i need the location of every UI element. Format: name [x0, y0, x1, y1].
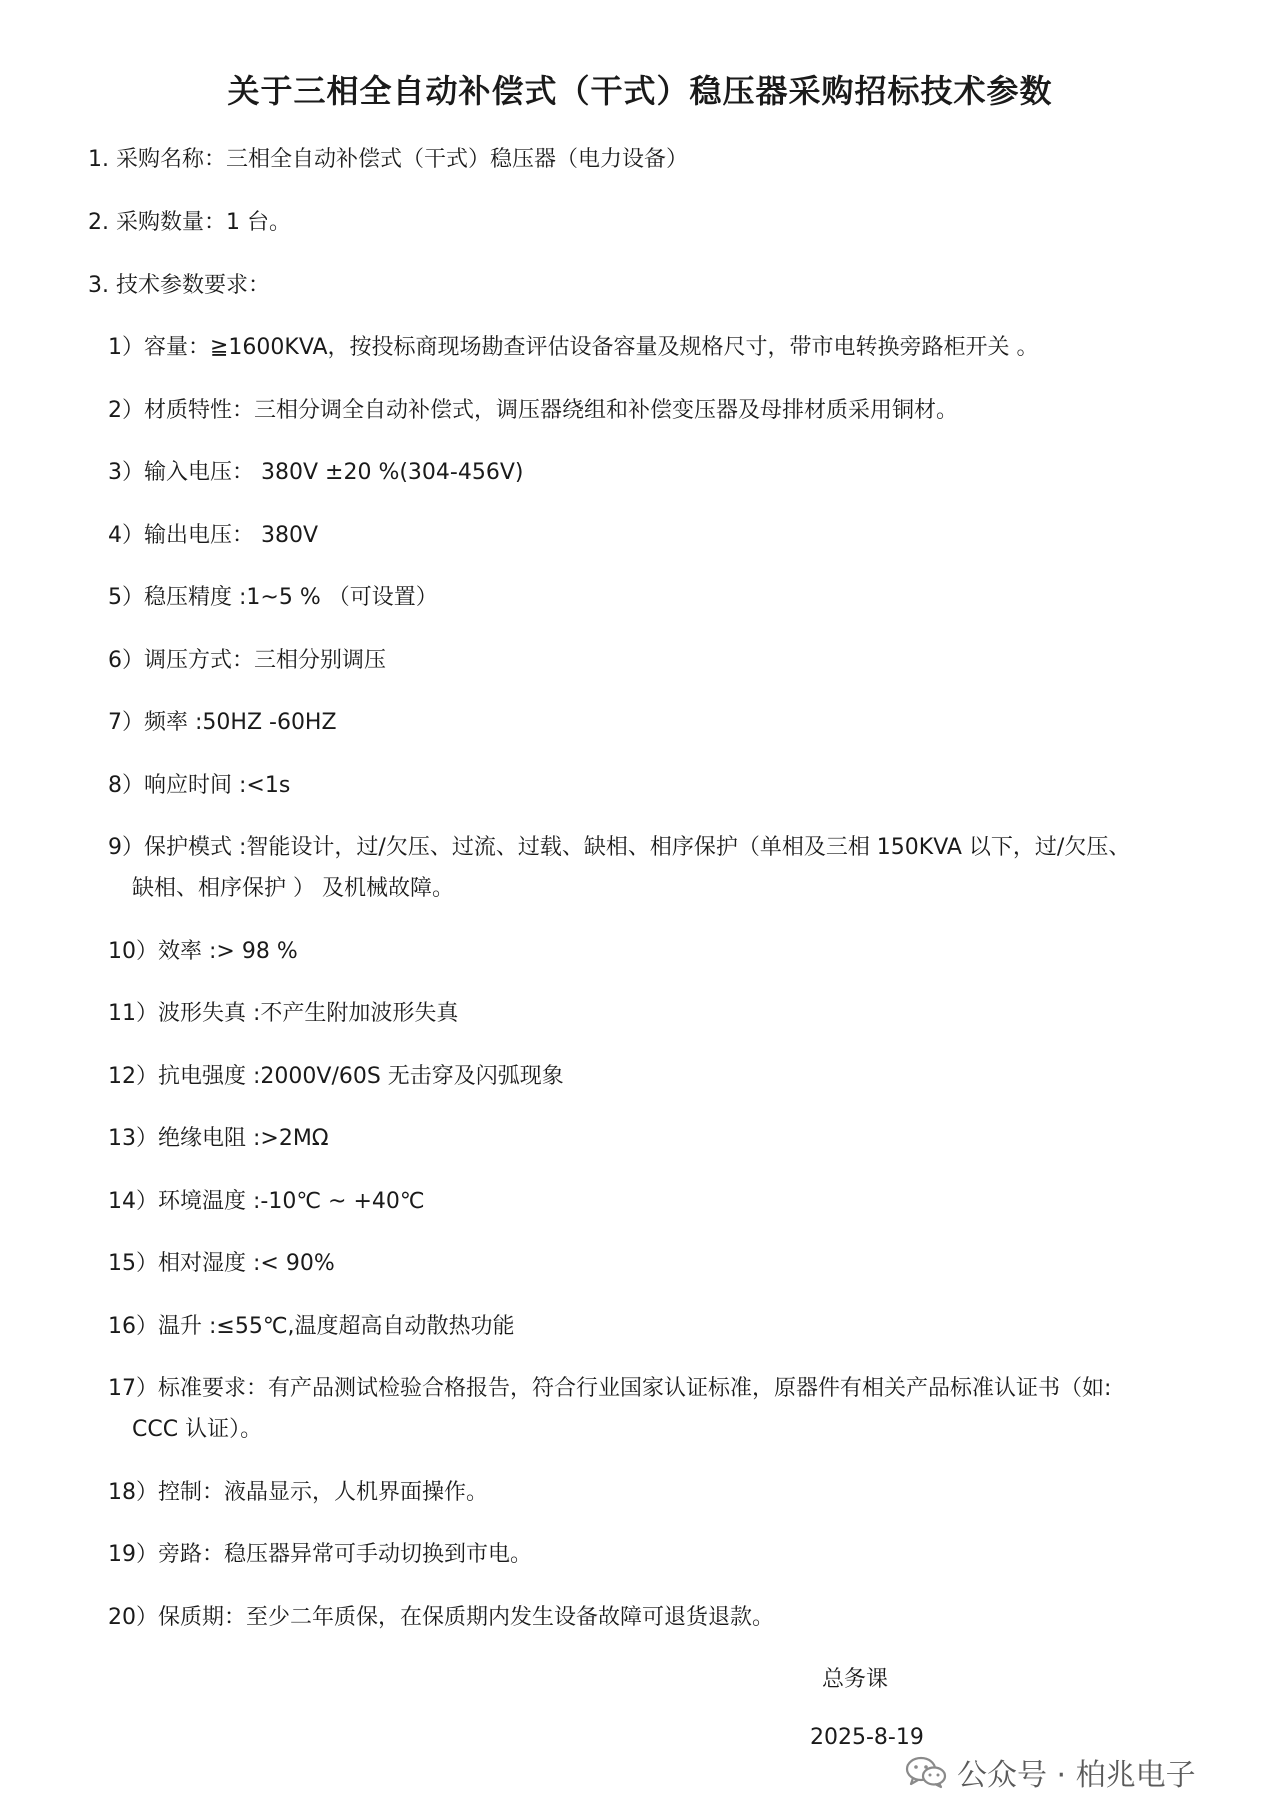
param-item: 14）环境温度 :-10℃ ~ +40℃: [108, 1189, 425, 1214]
param-item: 13）绝缘电阻 :>2MΩ: [108, 1126, 329, 1151]
param-item: 9）保护模式 :智能设计，过/欠压、过流、过载、缺相、相序保护（单相及三相 150KVA 以下，过/欠压、: [108, 835, 1131, 860]
signature-department: 总务课: [822, 1667, 889, 1692]
param-item: 4）输出电压： 380V: [108, 523, 319, 548]
param-item: 19）旁路：稳压器异常可手动切换到市电。: [108, 1542, 532, 1567]
wechat-icon: [905, 1755, 947, 1789]
param-item: 10）效率 :> 98 %: [108, 939, 298, 964]
param-item: 16）温升 :≤55℃,温度超高自动散热功能: [108, 1314, 515, 1339]
param-item: 5）稳压精度 :1~5 % （可设置）: [108, 585, 438, 610]
param-item: 3）输入电压： 380V ±20 %(304-456V): [108, 460, 524, 485]
param-item: 11）波形失真 :不产生附加波形失真: [108, 1001, 459, 1026]
signature-date: 2025-8-19: [810, 1725, 924, 1750]
watermark-text: 公众号 · 柏兆电子: [957, 1758, 1196, 1793]
watermark: [905, 1752, 1196, 1792]
list-item: 1. 采购名称：三相全自动补偿式（干式）稳压器（电力设备）: [88, 147, 688, 172]
list-item: 3. 技术参数要求：: [88, 273, 270, 298]
param-item: 7）频率 :50HZ -60HZ: [108, 710, 337, 735]
param-item: 12）抗电强度 :2000V/60S 无击穿及闪弧现象: [108, 1064, 564, 1089]
param-item: 20）保质期：至少二年质保，在保质期内发生设备故障可退货退款。: [108, 1605, 774, 1630]
param-item: 8）响应时间 :<1s: [108, 773, 291, 798]
param-item: 6）调压方式：三相分别调压: [108, 648, 386, 673]
param-item-continuation: 缺相、相序保护 ） 及机械故障。: [132, 876, 454, 901]
document-title: 关于三相全自动补偿式（干式）稳压器采购招标技术参数: [227, 72, 1053, 110]
param-item: 17）标准要求：有产品测试检验合格报告，符合行业国家认证标准，原器件有相关产品标准认证书（如:: [108, 1376, 1112, 1401]
param-item: 18）控制：液晶显示，人机界面操作。: [108, 1480, 488, 1505]
param-item: 2）材质特性：三相分调全自动补偿式，调压器绕组和补偿变压器及母排材质采用铜材。: [108, 398, 958, 423]
param-item-continuation: CCC 认证）。: [132, 1417, 263, 1442]
list-item: 2. 采购数量：1 台。: [88, 210, 291, 235]
param-item: 1）容量：≧1600KVA，按投标商现场勘查评估设备容量及规格尺寸，带市电转换旁路柜开关 。: [108, 335, 1039, 360]
param-item: 15）相对湿度 :< 90%: [108, 1251, 335, 1276]
